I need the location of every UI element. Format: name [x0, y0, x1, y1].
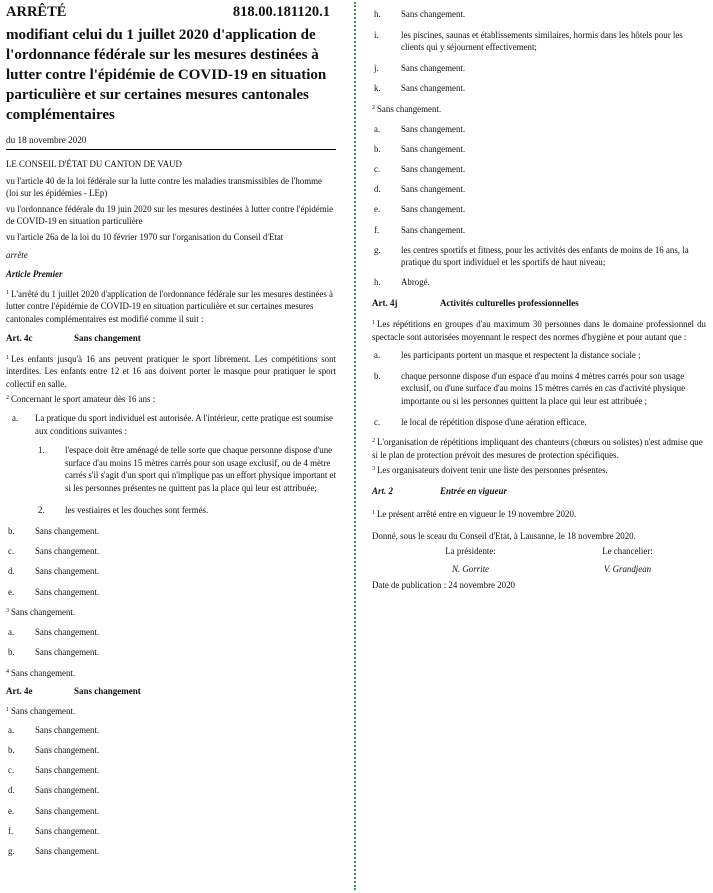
list-item [6, 724, 336, 737]
list-item-text: Sans changement. [35, 765, 100, 776]
article-premier-heading: Article Premier [6, 269, 63, 280]
list-item-label: g. [8, 845, 15, 856]
list-item-label: b. [374, 143, 381, 154]
list-item-label: e. [8, 805, 15, 816]
list-item [372, 370, 706, 408]
list-item [372, 224, 706, 237]
sub-item: 2. les vestiaires et les douches sont fermés. [38, 505, 209, 516]
list-item-text: Sans changement. [35, 546, 100, 557]
list-item-label: c. [374, 416, 381, 427]
list-item-text: Sans changement. [401, 83, 466, 94]
authority: LE CONSEIL D'ÉTAT DU CANTON DE VAUD [6, 159, 182, 169]
list-item: a. La pratique du sport individuel est autorisée. A l'intérieur, cette pratique est soumise aux conditions suivantes : [12, 412, 333, 436]
art-4c-paragraph-2: $^2$ Concernant le sport amateur dès 16 ans : [6, 394, 156, 405]
list-item [6, 744, 336, 757]
list-item-label: a. [374, 123, 381, 134]
list-item-text: Sans changement. [35, 626, 100, 637]
list-item-text: Sans changement. [35, 785, 100, 796]
list-item [372, 276, 706, 289]
list-item-text: Sans changement. [401, 62, 466, 73]
art-4j-paragraph-2: $^2$ L'organisation de répétitions impliquant des chanteurs (chœurs ou solistes) n'est admise que si le plan de protection prévoit des mesures de protection spécifiques. [372, 437, 703, 460]
list-item-text: Sans changement. [401, 123, 466, 134]
list-item [6, 784, 336, 797]
list-item [6, 764, 336, 777]
art-4j-items [372, 349, 706, 428]
preamble-vu-1: vu l'article 40 de la loi fédérale sur la lutte contre les maladies transmissibles de l'homme (loi sur les épidémies - LEp) [6, 175, 322, 199]
document-date: du 18 novembre 2020 [6, 135, 336, 150]
list-item-text: Sans changement. [401, 9, 466, 19]
art-4c-paragraph-4: $^4$ Sans changement. [6, 667, 76, 678]
list-item-text: Sans changement. [35, 825, 100, 836]
list-item-text: Sans changement. [35, 647, 100, 657]
art-4e-paragraph-1: $^1$ Sans changement. [6, 706, 76, 717]
list-item-text: les piscines, saunas et établissements similaires, hormis dans les hôtels pour les clients qui y séjournent effectivement; [401, 29, 683, 53]
list-item-label: b. [8, 647, 15, 657]
list-item-text: chaque personne dispose d'un espace d'au moins 4 mètres carrés pour son usage exclusif, ou d'une surface d'au moins 15 mètres carrés en cas d'activité physique importante ou si les personnes quittent la place qui leur est attribuée ; [401, 370, 686, 407]
list-item-label: j. [374, 62, 379, 73]
list-item [372, 123, 706, 136]
article-premier-paragraph: $^1$ L'arrêté du 1 juillet 2020 d'application de l'ordonnance fédérale sur les mesures destinées à lutter contre l'épidémie de COVID-19 en situation particulière et sur certaines mesures cantonales complémentaires est modifié comme il suit : [6, 288, 333, 324]
list-item [372, 82, 706, 95]
list-item-label: k. [374, 83, 381, 94]
art-2-paragraph-1: $^1$ Le présent arrêté entre en vigueur le 19 novembre 2020. [372, 509, 577, 519]
list-item-label: d. [8, 566, 15, 577]
list-item-label: d. [374, 184, 381, 195]
document-header [6, 4, 336, 21]
list-item [6, 626, 336, 639]
left-column [6, 4, 336, 858]
chancellor-title: Le chancelier: [602, 546, 653, 557]
art-2-heading: Art. 2 Entrée en vigueur [372, 486, 508, 496]
art-4j-paragraph-1: $^1$ Les répétitions en groupes d'au maximum 30 personnes dans le domaine professionnel du spectacle sont autorisées moyennant le respect des normes d'hygiène et pour autant que : [372, 319, 706, 342]
list-item-text: Sans changement. [401, 184, 466, 195]
list-item-label: a. [374, 350, 381, 361]
list-item-label: g. [374, 244, 381, 255]
list-item-text: les participants portent un masque et respectent la distance sociale ; [401, 350, 641, 361]
list-item-text: Sans changement. [401, 224, 466, 235]
list-item-label: a. [8, 724, 15, 735]
list-item [6, 825, 336, 838]
list-item-label: b. [8, 744, 15, 755]
list-item [6, 586, 336, 599]
right-items-1 [372, 8, 706, 95]
list-item [6, 565, 336, 578]
list-item-text: les centres sportifs et fitness, pour les activités des enfants de moins de 16 ans, la pratique du sport individuel et les sportifs de haut niveau; [401, 244, 689, 268]
list-item-label: b. [8, 526, 15, 537]
list-item-label: e. [374, 204, 381, 215]
art-4e-heading: Art. 4e Sans changement [6, 686, 141, 697]
art-4j-heading: Art. 4j Activités culturelles professionnelles [372, 298, 579, 309]
list-item-text: Sans changement. [35, 724, 100, 735]
list-item-text: le local de répétition dispose d'une aération efficace. [401, 416, 587, 427]
list-item-label: d. [8, 785, 15, 796]
president-name: N. Gorrite [452, 564, 489, 575]
given-statement: Donné, sous le sceau du Conseil d'Etat, à Lausanne, le 18 novembre 2020. [372, 530, 636, 541]
right-items-2 [372, 123, 706, 290]
list-item [6, 525, 336, 538]
art-4e-items [6, 724, 336, 858]
list-item [372, 183, 706, 196]
list-item [6, 805, 336, 818]
list-item [6, 646, 336, 659]
document-title: modifiant celui du 1 juillet 2020 d'application de l'ordonnance fédérale sur les mesures destinées à lutter contre l'épidémie de COVID-19 en situation particulière et sur certaines mesures cantonales complémentaires [6, 27, 327, 123]
list-item-text: Sans changement. [35, 586, 100, 597]
list-item-text: Sans changement. [35, 744, 100, 755]
list-item [372, 244, 706, 269]
publication-date: Date de publication : 24 novembre 2020 [372, 580, 515, 591]
president-title: La présidente: [445, 546, 496, 557]
list-item [372, 349, 706, 362]
list-item [372, 416, 706, 429]
preamble-vu-3: vu l'article 26a de la loi du 10 février 1970 sur l'organisation du Conseil d'Etat [6, 231, 284, 242]
list-item-label: f. [374, 224, 380, 235]
list-item-label: c. [374, 163, 381, 174]
list-item [6, 845, 336, 858]
preamble-vu-2: vu l'ordonnance fédérale du 19 juin 2020 sur les mesures destinées à lutter contre l'épidémie de COVID-19 en situation particulière [6, 203, 334, 227]
art-4c-paragraph-3: $^3$ Sans changement. [6, 607, 76, 618]
list-item-text: Sans changement. [35, 566, 100, 577]
list-item [372, 203, 706, 216]
list-item-text: Abrogé. [401, 277, 430, 288]
list-item-label: h. [374, 277, 381, 288]
sub-item: 1. l'espace doit être aménagé de telle sorte que chaque personne dispose d'une surface d'au moins 15 mètres carrés pour son usage exclusif, ou de 4 mètre carrés s'il s'agit d'un sport qui n'implique pas un effort physique important et si les personnes présentes ne quittent pas la place qui leur est attribuée; [38, 445, 336, 493]
doc-reference: 818.00.181120.1 [232, 4, 330, 20]
list-item-text: Sans changement. [35, 845, 100, 856]
list-item-label: f. [8, 825, 14, 836]
art-4c-heading: Art. 4c Sans changement [6, 332, 141, 343]
doc-type: ARRÊTÉ [6, 4, 67, 20]
right-column [372, 8, 706, 592]
list-item-text: Sans changement. [401, 204, 466, 215]
list-item [372, 62, 706, 75]
art-4c-items-3 [6, 626, 336, 659]
list-item [372, 143, 706, 156]
list-item-text: Sans changement. [401, 163, 466, 174]
list-item-label: c. [8, 765, 15, 776]
art-4c-items-2 [6, 525, 336, 598]
art-4j-paragraph-3: $^3$ Les organisateurs doivent tenir une liste des personnes présentes. [372, 465, 608, 476]
right-paragraph-2: $^2$ Sans changement. [372, 103, 442, 114]
list-item-label: i. [374, 29, 379, 40]
list-item [372, 8, 706, 21]
list-item-label: h. [374, 9, 381, 19]
signatures [372, 545, 706, 576]
list-item-label: e. [8, 586, 15, 597]
arrete-word: arrête [6, 249, 28, 260]
list-item-text: Sans changement. [35, 526, 100, 537]
column-separator [354, 2, 356, 890]
list-item-label: b. [374, 370, 381, 381]
art-4c-paragraph-1: $^1$ Les enfants jusqu'à 16 ans peuvent pratiquer le sport librement. Les compétitions sont interdites. Les enfants entre 12 et 16 ans doivent porter le masque pour pratiquer le sport collectif en salle. [6, 353, 336, 389]
chancellor-name: V. Grandjean [603, 564, 652, 575]
list-item [372, 29, 706, 54]
list-item [6, 545, 336, 558]
list-item-text: Sans changement. [35, 805, 100, 816]
list-item-label: c. [8, 546, 15, 557]
list-item [372, 163, 706, 176]
list-item-label: a. [8, 626, 15, 637]
list-item-text: Sans changement. [401, 143, 466, 154]
